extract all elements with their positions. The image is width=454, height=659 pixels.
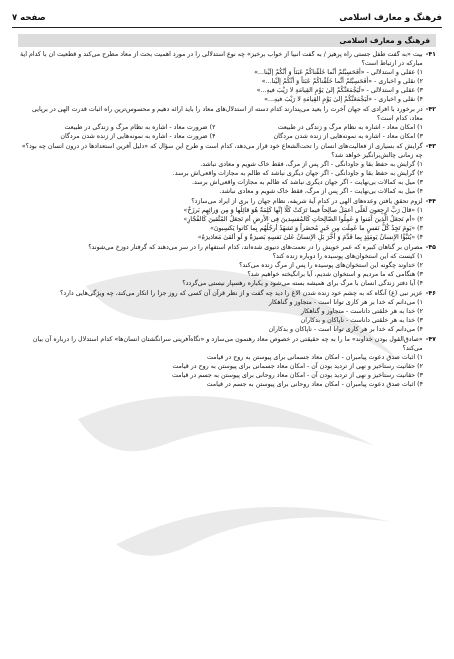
answer-option-2[interactable]: ۲) حقانیت رستاخیز و نهی از تردید بودن آن - امکان معاد جسمانی برای پیوستن به روح در قیامت — [172, 362, 423, 370]
answer-option-4[interactable]: ۴) می‌دانم که خدا بر هر کاری توانا است - ناپاکان و بدکاران — [268, 325, 423, 333]
question-text: عزیر نبی (ع) آنگاه که به چشم خود زنده شدن الاغ را دید چه گفت و از نظر قرآن آن کسی که روز جزا را انکار می‌کند، چه ویژگی‌هایی دارد؟ — [59, 290, 423, 298]
question-number: ۴۲- — [425, 105, 436, 113]
section-title: فرهنگ و معارف اسلامی — [339, 36, 430, 45]
question-stem — [18, 244, 436, 253]
question-block — [18, 336, 436, 389]
answer-option-2[interactable]: ۲) گرایش به حفظ بقا و جاودانگی - اگر جهان دیگری نباشد که ظالم به مجازات واقعی‌اش برسد. — [172, 169, 423, 177]
question-number: ۴۷- — [425, 336, 436, 344]
answer-option-4[interactable]: ۴) «یُنَبَّؤُا الإنسانُ یَومَئِذٍ بِما قَدَّمَ وَ أخَّرَ بَلِ الإنسانُ عَلىٰ نَفسِهِ بَصیرَةٌ وَ لَو ألقىٰ مَعاذیرَهُ» — [197, 233, 423, 241]
answer-option-3[interactable]: ۳) «یَومَ تَجِدُ کُلُّ نَفسٍ ما عَمِلَت مِن خَیرٍ مُحضَراً وَ تَشهَدُ أرجُلُهُم بِما کانوا یَکسِبونَ» — [210, 224, 423, 232]
question-text: در برخورد با افرادی که جهان آخرت را بعید می‌پندارند کدام دسته از استدلال‌های معاد را باید ارائه دهیم و محسوس‌ترین راه اثبات قدرت الهی در برپایی معاد، کدام است؟ — [32, 105, 423, 122]
question-block — [18, 106, 436, 142]
question-number: ۴۳- — [425, 143, 436, 151]
answer-option-1[interactable]: ۱) امکان معاد - اشاره به نظام مرگ و زندگی در طبیعت — [277, 123, 423, 131]
answer-options — [18, 124, 436, 142]
answer-option-2[interactable]: ۲) ضرورت معاد - اشاره به نظام مرگ و زندگی در طبیعت — [64, 123, 216, 131]
answer-option-1[interactable]: ۱) می‌دانم که خدا بر هر کاری توانا است - متجاوز و گناهکار — [268, 298, 423, 306]
answer-option-3[interactable]: ۳) هنگامی که ما مردیم و استخوان شدیم، آیا برانگیخته خواهیم شد؟ — [247, 270, 423, 278]
question-text: مصران بر گناهان کبیره که عمر خویش را در نعمت‌های دنیوی شده‌اند، کدام استفهام را در سر می‌دهند که گرفتار دوزخ می‌شوند؟ — [88, 244, 423, 252]
answer-option-1[interactable]: ۱) کیست که این استخوان‌های پوسیده را دوباره زنده کند؟ — [272, 252, 423, 260]
answer-option-1[interactable]: ۱) گرایش به حفظ بقا و جاودانگی - اگر پس از مرگ، فقط خاک شویم و معادی نباشد. — [200, 160, 423, 168]
answer-options — [18, 161, 436, 197]
question-stem — [18, 336, 436, 354]
question-number: ۴۵- — [425, 244, 436, 252]
question-stem — [18, 106, 436, 124]
answer-options — [18, 207, 436, 243]
answer-options — [18, 69, 436, 105]
question-block — [18, 244, 436, 289]
answer-option-2[interactable]: ۲) نقلی و اخباری - «أفَحَسِبْتُمْ أنَّما خَلَقْناكُمْ عَبَثاً وَ أنَّكُمْ إلَیْنا...» — [261, 77, 423, 85]
question-text: گرایش که بسیاری از فعالیت‌های انسان را تحت‌الشعاع خود قرار می‌دهد، کدام است و طرح این سؤال که «دلیل آفرین استعدادها در درون انسان چه بود؟» چه زمانی چالش‌برانگیز خواهد شد؟ — [21, 143, 423, 159]
question-block — [18, 143, 436, 196]
answer-option-4[interactable]: ۴) ضرورت معاد - اشاره به نمونه‌هایی از زنده شدن مردگان — [60, 132, 216, 140]
answer-options — [18, 253, 436, 289]
answer-option-1[interactable]: ۱) عقلی و استدلالی - «أفَحَسِبْتُمْ أنَّما خَلَقْناكُمْ عَبَثاً وَ أنَّكُمْ إلَیْنا...» — [254, 68, 423, 76]
question-text: «صادق‌القول بودن خداوند» ما را به چه حقیقتی در خصوص معاد رهنمون می‌سازد و «نگاه‌آفرینی سرانگشتان انسان‌ها» کدام استدلال را درباره آن بیان می‌کند؟ — [32, 336, 423, 352]
questions-list — [18, 51, 436, 655]
question-text: بیت «به گفت طفل جستی راه پرهیز / به گفت انبیا از خواب برخیز» چه نوع استدلالی را در مورد اهمیت بحث از معاد مطرح می‌کند و قطعیت آن با کدام آیهٔ مبارکه در ارتباط است؟ — [20, 51, 423, 67]
answer-option-3[interactable]: ۳) امکان معاد - اشاره به نمونه‌هایی از زنده شدن مردگان — [273, 132, 423, 140]
question-stem — [18, 51, 436, 69]
question-number: ۴۴- — [425, 198, 436, 205]
answer-option-2[interactable]: ۲) «أم نَجعَلُ الَّذینَ آمَنوا وَ عَمِلُوا الصّالِحاتِ کَالمُفسِدینَ فِی الأرضِ أم نَجعَلُ المُتَّقینَ کَالفُجّارِ» — [183, 215, 423, 223]
question-stem — [18, 198, 436, 207]
answer-option-4[interactable]: ۴) آیا دفتر زندگی انسان با مرگ برای همیشه بسته می‌شود و یکباره رهسپار نیستی می‌گردد؟ — [182, 279, 423, 287]
question-block — [18, 290, 436, 335]
question-stem — [18, 143, 436, 161]
answer-option-2[interactable]: ۲) خداوند چگونه این استخوان‌های پوسیده را پس از مرگ زنده می‌کند؟ — [239, 261, 423, 269]
answer-option-4[interactable]: ۴) اثبات صدق دعوت پیامبران - امکان معاد روحانی برای پیوستن به جسم در قیامت — [206, 380, 423, 388]
question-number: ۴۱- — [425, 51, 436, 58]
answer-option-3[interactable]: ۳) خدا به هر خلقتی داناست - ناپاکان و بدکاران — [300, 316, 423, 324]
book-title: فرهنگ و معارف اسلامی — [339, 13, 442, 23]
answer-option-3[interactable]: ۳) عقلی و استدلالی - «لَیَجْمَعَنَّكُمْ إلىٰ یَوْمِ القِیامَةِ لا رَیْبَ فیهِ...» — [256, 86, 423, 94]
question-number: ۴۶- — [425, 290, 436, 298]
header-divider — [12, 27, 442, 28]
answer-option-3[interactable]: ۳) میل به کمالات بی‌نهایت - اگر جهان دیگری نباشد که ظالم به مجازات واقعی‌اش برسد. — [192, 178, 423, 186]
answer-options — [18, 299, 436, 335]
answer-option-2[interactable]: ۲) خدا به هر خلقتی داناست - متجاوز و گناهکار — [301, 307, 423, 315]
answer-option-1[interactable]: ۱) اثبات صدق دعوت پیامبران - امکان معاد جسمانی برای پیوستن به روح در قیامت — [207, 353, 423, 361]
question-block — [18, 51, 436, 104]
question-text: لزوم تحقق یافتن وعده‌های الهی در کدام آیهٔ شریفه، نظام جهان را بری از ایراد می‌سازد؟ — [191, 198, 423, 205]
question-stem — [18, 290, 436, 299]
section-title-bar — [18, 34, 436, 47]
answer-option-4[interactable]: ۴) میل به کمالات بی‌نهایت - اگر پس از مرگ، فقط خاک شویم و معادی نباشد. — [219, 187, 423, 195]
answer-option-1[interactable]: ۱) «قالَ رَبِّ ارجِعونِ لَعَلّی أعمَلُ صالِحاً فیما تَرَکتُ کَلّا إنَّها کَلِمَةٌ هُوَ قائِلُها وَ مِن وَرائِهِم بَرزَخٌ» — [183, 206, 423, 214]
page-number: صفحه ۷ — [12, 13, 46, 23]
answer-option-3[interactable]: ۳) حقانیت رستاخیز و نهی از تردید بودن آن - امکان معاد روحانی برای پیوستن به جسم در قیامت — [171, 371, 423, 379]
answer-options — [18, 354, 436, 390]
question-block — [18, 198, 436, 243]
page-header — [12, 10, 442, 26]
answer-option-4[interactable]: ۴) نقلی و اخباری - «لَیَجْمَعَنَّكُمْ إلىٰ یَوْمِ القِیامَةِ لا رَیْبَ فیهِ...» — [264, 95, 423, 103]
